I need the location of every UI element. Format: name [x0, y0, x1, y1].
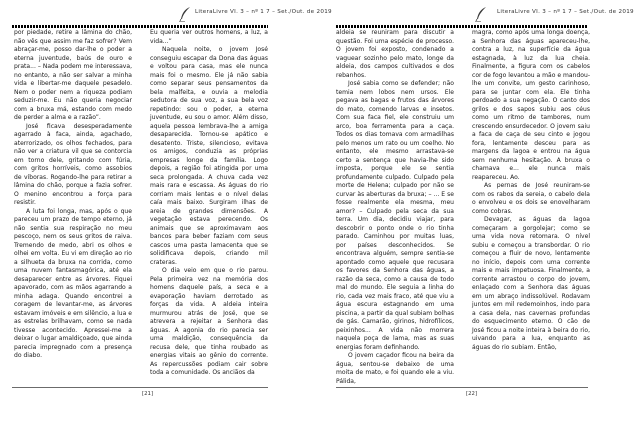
paragraph: A luta foi longa, mas, após o que pareceu um prazo de tempo eterno, já não sentia sua respiração no meu pescoço, nem os seus gritos de raiva. Tremendo de medo, abri os olhos e olhei em volta. Eu vi em direção ao rio a silhueta da bruxa na corrida, como uma nuvem fantasmagórica, até ela desaparecer entre as árvores. Fiquei apavorado, com as mãos agarrando a minha adaga. Quando encontrei a coragem de levantar-me, as árvores estavam imóveis e em silêncio, a lua e as estrelas brilhavam, como se nada tivesse acontecido. Apressei-me a deixar o lugar amaldiçoado, que ainda parecia impregnado com a presença do diabo.: [14, 207, 132, 359]
header-dotted-rule: [12, 25, 268, 28]
page-number: [22]: [466, 391, 478, 397]
quill-pen-icon: [474, 6, 488, 22]
quill-pen-icon: [178, 6, 192, 22]
header-title: LiteraLivre VI. 3 – nº 1 7 – Set./Out. de 2019: [195, 9, 332, 15]
paragraph: magra, como após uma longa doença, a Senhora das águas apareceu-lhe, contra a luz, na superfície da água estagnada, à luz da lua cheia. Finalmente, a figura com os cabelos cor de fogo levantou a mão e mandou-lhe um convite, um gesto carinhoso, para se juntar com ela. Ele tinha perdoado a sua negação. O canto dos grilos e dos sapos subiu aos céus como um ritmo de tambores, num crescendo ensurdecedor. O jovem saiu a faca de caça de seu cinto e jogou fora, lentamente desceu para as margens da lagoa e entrou na água sem nenhuma hesitação. A bruxa o chamava e... ele nunca mais reapareceu. Ao.: [472, 29, 591, 181]
paragraph: Naquela noite, o jovem José conseguiu escapar da Dona das águas e voltou para casa, mas ele nunca mais foi o mesmo. Ele já não sabia como separar seus pensamentos da bela malfeita, e ouvia a melodia sedutora de sua voz, a sua bela voz repetindo: sou o poder, a eterna juventude, eu sou o amor. Além disso, aquela pessoa lembrava-lhe a amiga desaparecida. Tornou-se apático e desatento. Triste, silencioso, evitava os amigos, conduzia as próprias empresas longe da família. Logo depois, a região foi atingida por uma seca prolongada. A chuva cada vez mais rara e escassa. As águas do rio corriam mais lentas e o nível delas caía mais baixo. Surgiram ilhas de areia de grandes dimensões. A vegetação estava perecendo. Os animais que se aproximavam aos bancos para beber faziam com seus cascos uma pasta lamacenta que se solidificava depois, criando mil crateras.: [150, 46, 268, 266]
footer-rule: [12, 387, 268, 388]
page-header: [0, 4, 332, 22]
paragraph: O dia veio em que o rio parou. Pela primeira vez na memória dos homens daquele país, a seca e a evaporação haviam derrotado as forças da vida. A aldeia inteira murmurou atrás de José, que se atrevera a rejeitar a Senhora das águas. A agonia do rio parecia ser uma maldição, consequência da recusa dele, que tinha roubado as energias vitais ao gênio do corrente. As repercussões podiam cair sobre toda a comunidade. Os anciãos da: [150, 267, 268, 376]
page-number: [21]: [142, 391, 154, 397]
paragraph: Eu queria ver outros homens, a luz, a vida...”: [150, 29, 268, 45]
text-column-2: [472, 29, 590, 384]
header-dotted-rule: [336, 25, 588, 28]
text-column-2: [150, 29, 268, 384]
paragraph: José ficava desesperadamente agarrado à faca, ainda, agachado, aterrorizado, os olhos fechados, para não ver a criatura vil que se contorcia em torno dele, gritando com fúria, com gritos horríveis, como assobios de víboras. Rogando-lhe para retirar a lâmina do chão, porque a fazia sofrer. O menino encontrou a força para resistir.: [14, 122, 132, 206]
right-page: [300, 0, 634, 424]
paragraph: José sabia como se defender; não temia nem lobos nem ursos. Ele pegava as bagas e frutos das árvores do mato, comendo larvas e insetos. Com sua faca fiel, ele construiu um arco, boa ferramenta para a caça. Todos os dias tomava com armadilhas pelo menos um rato ou um coelho. No entanto, ele mesmo arrastava-se certo a sentença que havia-lhe sido imposta, porque ele se sentia profundamente culpado. Culpado pela morte de Helena; culpado por não se curvar às aberturas da bruxa; – ... E se fosse realmente ela mesma, meu amor? – Culpado pela seca da sua terra. Um dia, decidiu viajar, para descobrir o ponto onde o rio tinha parado. Caminhou por muitas luas, por países desconhecidos. Se encontrava alguém, sempre sentia-se apontado como aquele que recusara os favores da Senhora das águas, a razão da seca, como a causa de todo mal do mundo. Ele seguia a linha do rio, cada vez mais fraco, até que viu a água escura estagnando em uma piscina, a partir da qual subiam bolhas de gás. Camarão, girinos, hidrofílicos, peixinhos... A vida não morrera naquela poça de lama, mas as suas energias foram definhando.: [336, 80, 454, 351]
header-title: LiteraLivre VI. 3 – nº 1 7 – Set./Out. de 2019: [497, 9, 634, 15]
text-columns: [336, 29, 590, 384]
paragraph: por piedade, retire a lâmina do chão, não vês que assim me faz sofrer? Vem abraçar-me, posso dar-lhe o poder a eterna juventude, baús de ouro e prata... – Nada podem me interessava, no entanto, a não ser salvar a minha vida e libertar-me daquele pesadelo. Nem o poder nem a riqueza podiam seduzir-me. Eu não queria negociar com a bruxa má, estando com medo de perder a alma e a razão”.: [14, 29, 132, 121]
paragraph: As pernas de José reuniram-se com os rabos da sereia, o cabelo dela o envolveu e os dois se enovelharam como cobras.: [472, 182, 590, 215]
text-columns: [14, 29, 268, 384]
text-column-1: [336, 29, 454, 384]
footer-rule: [336, 387, 588, 388]
text-column-1: [14, 29, 132, 384]
paragraph: O jovem caçador ficou na beira da água, sentou-se debaixo de uma moita de mato, e foi quando ele a viu. Pálida,: [336, 352, 454, 385]
page-header: [300, 4, 634, 22]
paragraph: Devagar, as águas da lagoa começaram a gorgolejar; como se uma vida nova retomara. O nível subiu e começou a transbordar. O rio começou a fluir de novo, lentamente no início, depois com uma corrente mais e mais impetuosa. Finalmente, a corrente arrastou o corpo do jovem, enlaçado com a Senhora das águas em um abraço indissolúvel. Rodavam juntos em mil redemoinhos, indo para a casa dela, nas cavernas profundas do esquecimento eterno. O cão de José ficou a noite inteira à beira do rio, uivando para a lua, enquanto as águas do rio subiam. Então,: [472, 216, 590, 351]
paragraph: aldeia se reuniram para discutir a questão. Foi uma espécie de processo. O jovem foi exposto, condenado a vaguear sozinho pelo mato, longe da aldeia, dos campos cultivados e dos rebanhos.: [336, 29, 454, 79]
